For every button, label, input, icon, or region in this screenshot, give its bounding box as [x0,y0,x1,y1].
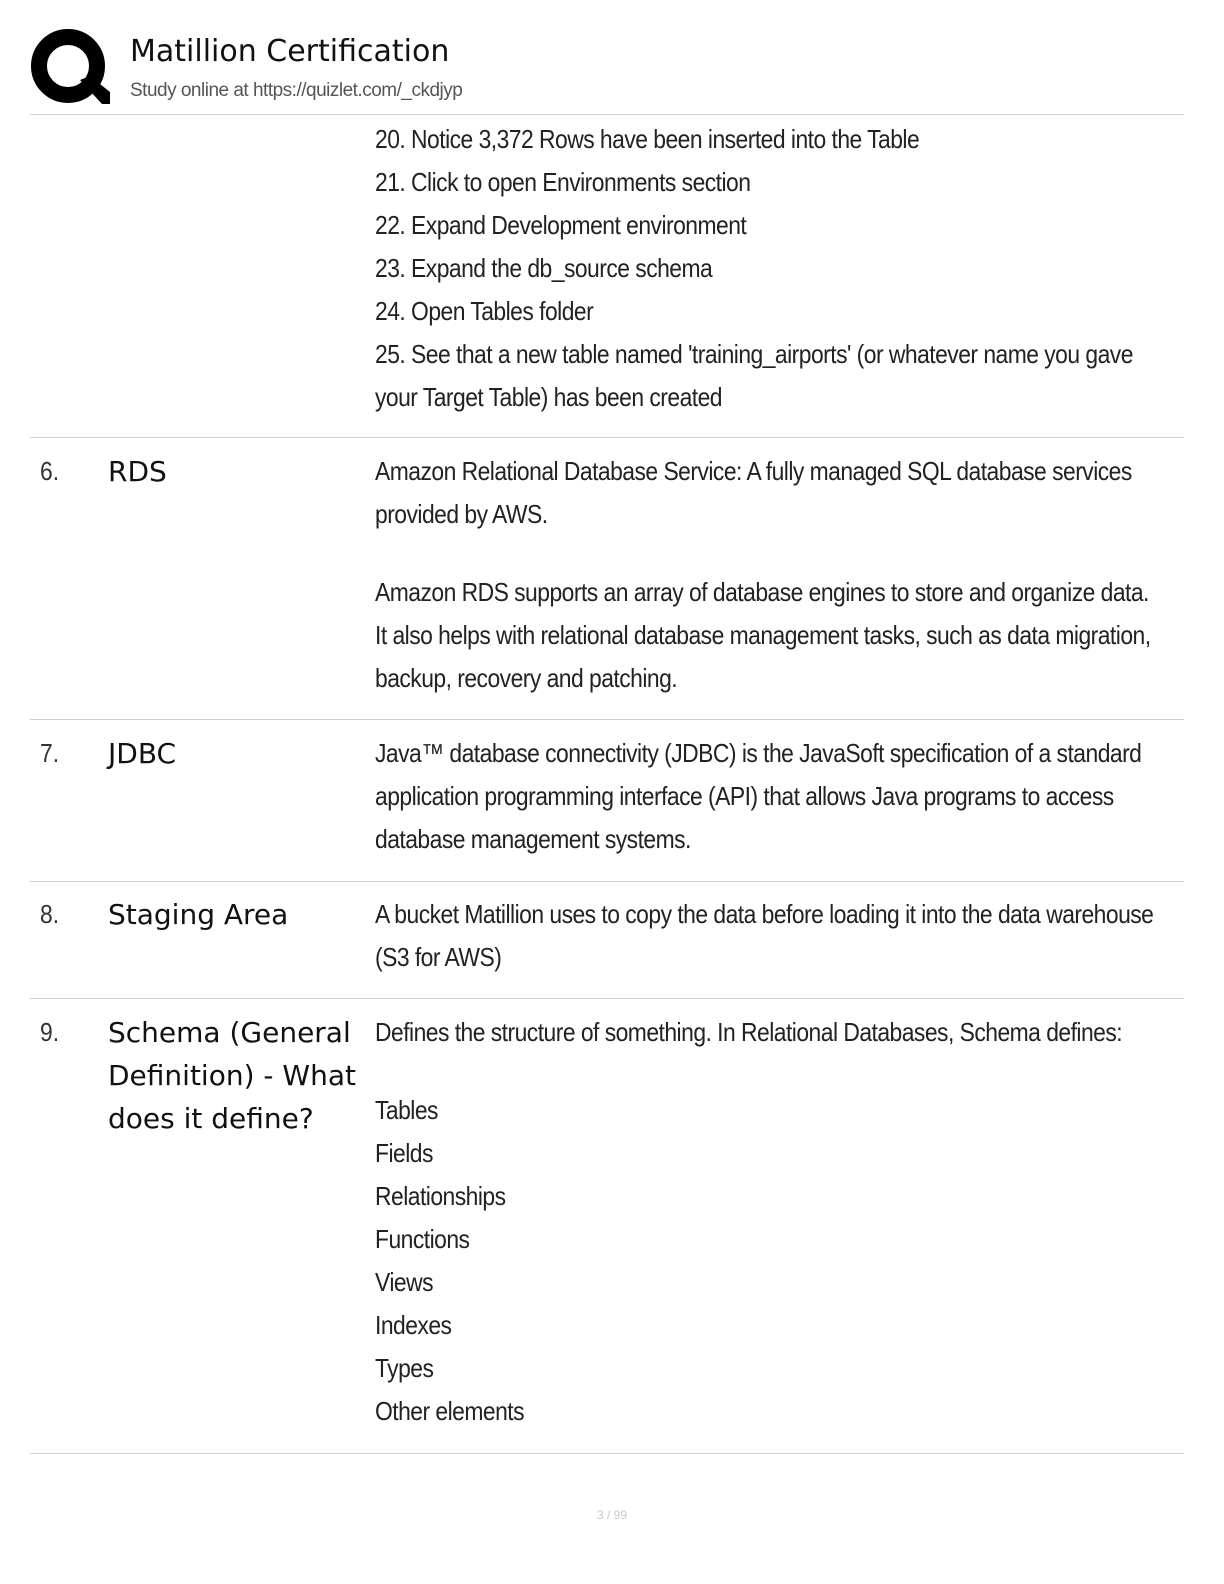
step-line: 23. Expand the db_source schema [375,253,713,283]
card-number: 9. [40,1017,60,1047]
definition-line: provided by AWS. [375,499,548,529]
card-number: 8. [40,899,60,929]
card-term: Staging Area [108,898,289,931]
step-line: 24. Open Tables folder [375,296,594,326]
card-term: JDBC [108,737,177,770]
definition-line: database management systems. [375,824,691,854]
definition-list-item: Fields [375,1138,433,1168]
definition-line: Amazon RDS supports an array of database engines to store and organize data. [375,577,1149,607]
definition-list-item: Tables [375,1095,438,1125]
card-number: 6. [40,456,60,486]
term-line: does it define? [108,1102,314,1135]
definition-line: backup, recovery and patching. [375,663,678,693]
step-line: 21. Click to open Environments section [375,167,751,197]
definition-line: A bucket Matillion uses to copy the data before loading it into the data warehouse [375,899,1154,929]
card-definition [375,732,1175,861]
study-online-link[interactable]: Study online at https://quizlet.com/_ckdjyp [130,80,463,101]
term-line: Schema (General [108,1016,351,1049]
step-line: your Target Table) has been created [375,382,723,412]
card-number: 7. [40,738,60,768]
divider [30,437,1184,438]
definition-line: application programming interface (API) that allows Java programs to access [375,781,1114,811]
step-line: 20. Notice 3,372 Rows have been inserted into the Table [375,124,920,154]
definition-line: Java™ database connectivity (JDBC) is the JavaSoft specification of a standard [375,738,1142,768]
term-line: Definition) - What [108,1059,356,1092]
card-definition [375,450,1175,700]
definition-list-item: Other elements [375,1396,525,1426]
card-definition [375,1011,1175,1433]
definition-line: (S3 for AWS) [375,942,502,972]
definition-line: It also helps with relational database management tasks, such as data migration, [375,620,1151,650]
document-title: Matillion Certification [130,34,450,69]
definition-line: Amazon Relational Database Service: A fully managed SQL database services [375,456,1132,486]
definition-list-item: Relationships [375,1181,506,1211]
quizlet-logo-icon [30,28,110,108]
step-line: 22. Expand Development environment [375,210,747,240]
step-line: 25. See that a new table named 'training_airports' (or whatever name you gave [375,339,1133,369]
definition-line: Defines the structure of something. In Relational Databases, Schema defines: [375,1017,1123,1047]
definition-list-item: Indexes [375,1310,452,1340]
divider [30,881,1184,882]
page-header [30,28,1184,115]
card-term [108,1011,378,1140]
page-number: 3 / 99 [596,1508,628,1522]
definition-list-item: Views [375,1267,433,1297]
divider [30,719,1184,720]
divider [30,1453,1184,1454]
continued-answer [375,118,1175,419]
card-definition [375,893,1175,979]
card-term: RDS [108,455,167,488]
definition-list-item: Functions [375,1224,470,1254]
definition-list-item: Types [375,1353,434,1383]
divider [30,998,1184,999]
